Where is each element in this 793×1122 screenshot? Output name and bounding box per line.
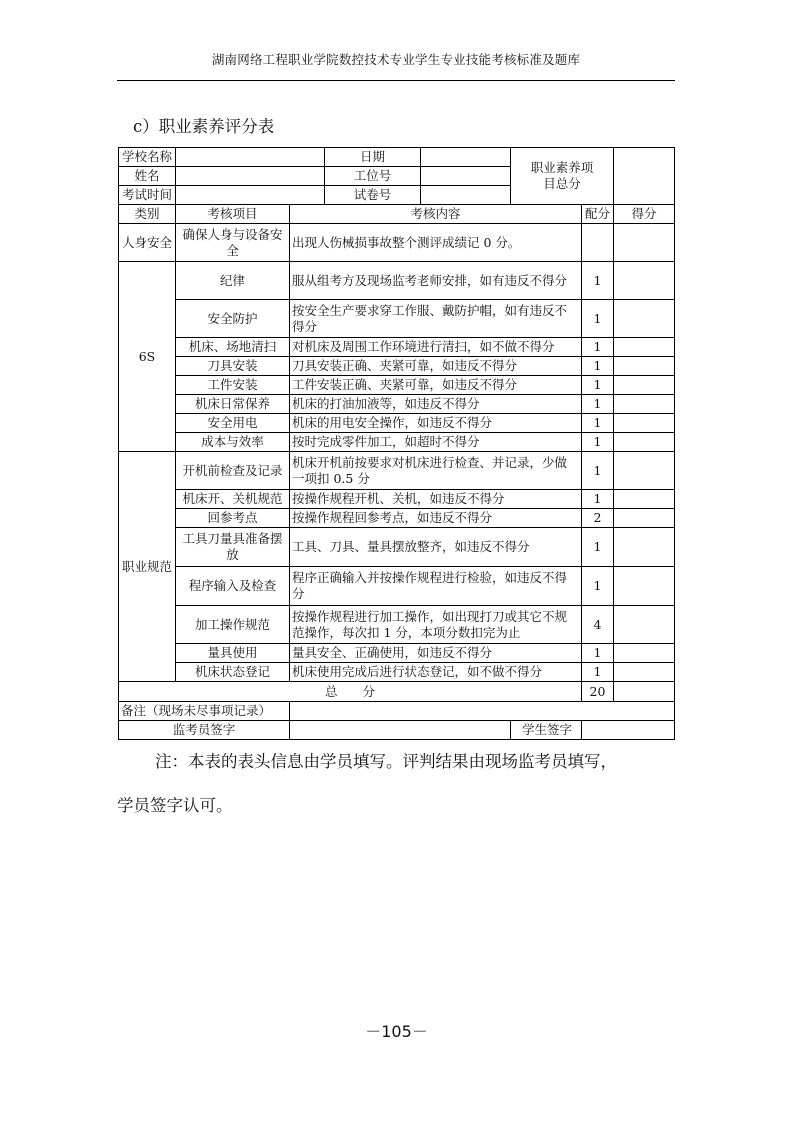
category-header: 类别 (119, 205, 176, 224)
assessment-item: 机床日常保养 (176, 395, 290, 414)
remarks-row (119, 702, 675, 721)
assessment-item: 量具使用 (176, 644, 290, 663)
criteria-row (119, 376, 675, 395)
info-row-school (119, 148, 675, 167)
points-value: 2 (582, 509, 614, 528)
header-divider (117, 80, 675, 81)
assessment-item: 机床状态登记 (176, 663, 290, 682)
criteria-row (119, 452, 675, 490)
score-cell[interactable] (614, 357, 675, 376)
category-professional-norms: 职业规范 (119, 452, 176, 682)
points-value: 1 (582, 528, 614, 567)
assessment-item: 成本与效率 (176, 433, 290, 452)
assessment-content: 机床的用电安全操作，如违反不得分 (290, 414, 582, 433)
station-field[interactable] (421, 167, 511, 186)
assessment-item: 安全用电 (176, 414, 290, 433)
score-cell[interactable] (614, 395, 675, 414)
assessment-content: 服从组考方及现场监考老师安排，如有违反不得分 (290, 262, 582, 300)
score-cell[interactable] (614, 338, 675, 357)
points-value: 1 (582, 395, 614, 414)
invigilator-signature-field[interactable] (290, 721, 511, 740)
name-label: 姓名 (119, 167, 176, 186)
score-cell[interactable] (614, 452, 675, 490)
column-header-row (119, 205, 675, 224)
signature-row (119, 721, 675, 740)
criteria-row (119, 567, 675, 606)
assessment-item: 回参考点 (176, 509, 290, 528)
score-cell[interactable] (614, 300, 675, 338)
score-cell[interactable] (614, 663, 675, 682)
criteria-row (119, 338, 675, 357)
assessment-item: 加工操作规范 (176, 606, 290, 644)
criteria-row (119, 395, 675, 414)
assessment-item: 安全防护 (176, 300, 290, 338)
assessment-content: 机床开机前按要求对机床进行检查、并记录，少做一项扣 0.5 分 (290, 452, 582, 490)
assessment-item: 刀具安装 (176, 357, 290, 376)
score-cell[interactable] (614, 490, 675, 509)
points-value: 1 (582, 376, 614, 395)
name-field[interactable] (176, 167, 325, 186)
remarks-field[interactable] (290, 702, 675, 721)
assessment-item: 程序输入及检查 (176, 567, 290, 606)
assessment-content: 按安全生产要求穿工作服、戴防护帽，如有违反不得分 (290, 300, 582, 338)
assessment-content: 工件安装正确、夹紧可靠，如违反不得分 (290, 376, 582, 395)
student-signature-label: 学生签字 (511, 721, 582, 740)
section-title: c）职业素养评分表 (133, 117, 275, 136)
assessment-item: 机床、场地清扫 (176, 338, 290, 357)
assessment-content: 刀具安装正确、夹紧可靠，如违反不得分 (290, 357, 582, 376)
points-value: 1 (582, 262, 614, 300)
assessment-content: 按操作规程开机、关机，如违反不得分 (290, 490, 582, 509)
exam-time-field[interactable] (176, 186, 325, 205)
category-6s: 6S (119, 262, 176, 452)
score-cell[interactable] (614, 414, 675, 433)
assessment-content: 对机床及周围工作环境进行清扫，如不做不得分 (290, 338, 582, 357)
score-cell[interactable] (614, 262, 675, 300)
score-cell[interactable] (614, 433, 675, 452)
school-field[interactable] (176, 148, 325, 167)
category-personal-safety: 人身安全 (119, 224, 176, 262)
score-cell[interactable] (614, 509, 675, 528)
assessment-content: 机床使用完成后进行状态登记，如不做不得分 (290, 663, 582, 682)
criteria-row (119, 509, 675, 528)
points-header: 配分 (582, 205, 614, 224)
points-value: 1 (582, 414, 614, 433)
assessment-item: 纪律 (176, 262, 290, 300)
criteria-row (119, 606, 675, 644)
score-cell[interactable] (614, 528, 675, 567)
criteria-row (119, 262, 675, 300)
paper-number-field[interactable] (421, 186, 511, 205)
assessment-content: 出现人伤械损事故整个测评成绩记 0 分。 (290, 224, 582, 262)
criteria-row (119, 433, 675, 452)
score-cell[interactable] (614, 567, 675, 606)
total-score-field[interactable] (614, 148, 675, 205)
assessment-item: 开机前检查及记录 (176, 452, 290, 490)
assessment-item: 工件安装 (176, 376, 290, 395)
points-value: 1 (582, 300, 614, 338)
points-value: 4 (582, 606, 614, 644)
points-value: 1 (582, 452, 614, 490)
total-label: 总 分 (119, 682, 582, 702)
criteria-row (119, 357, 675, 376)
invigilator-signature-label: 监考员签字 (119, 721, 290, 740)
total-score-cell[interactable] (614, 682, 675, 702)
date-field[interactable] (421, 148, 511, 167)
assessment-item: 确保人身与设备安全 (176, 224, 290, 262)
school-label: 学校名称 (119, 148, 176, 167)
assessment-item: 工具刀量具准备摆放 (176, 528, 290, 567)
total-score-label: 职业素养项目总分 (511, 148, 614, 205)
points-value: 1 (582, 663, 614, 682)
criteria-row (119, 644, 675, 663)
assessment-item: 机床开、关机规范 (176, 490, 290, 509)
points-value: 1 (582, 357, 614, 376)
date-label: 日期 (325, 148, 421, 167)
exam-time-label: 考试时间 (119, 186, 176, 205)
assessment-content: 程序正确输入并按操作规程进行检验，如违反不得分 (290, 567, 582, 606)
station-label: 工位号 (325, 167, 421, 186)
score-cell[interactable] (614, 606, 675, 644)
total-points: 20 (582, 682, 614, 702)
remarks-label: 备注（现场未尽事项记录） (119, 702, 290, 721)
paper-number-label: 试卷号 (325, 186, 421, 205)
assessment-content: 按操作规程回参考点，如违反不得分 (290, 509, 582, 528)
points-value: 1 (582, 567, 614, 606)
assessment-content: 工具、刀具、量具摆放整齐，如违反不得分 (290, 528, 582, 567)
assessment-content: 机床的打油加液等，如违反不得分 (290, 395, 582, 414)
criteria-row (119, 224, 675, 262)
note-line-1: 注：本表的表头信息由学员填写。评判结果由现场监考员填写， (155, 752, 617, 771)
criteria-row (119, 414, 675, 433)
content-header: 考核内容 (290, 205, 582, 224)
score-cell[interactable] (614, 376, 675, 395)
score-header: 得分 (614, 205, 675, 224)
points-value (582, 224, 614, 262)
page-number: －105－ (365, 1022, 428, 1041)
points-value: 1 (582, 338, 614, 357)
note-line-2: 学员签字认可。 (117, 796, 233, 815)
running-header: 湖南网络工程职业学院数控技术专业学生专业技能考核标准及题库 (211, 52, 581, 67)
item-header: 考核项目 (176, 205, 290, 224)
points-value: 1 (582, 490, 614, 509)
criteria-row (119, 528, 675, 567)
student-signature-field[interactable] (582, 721, 675, 740)
professional-quality-score-table (118, 147, 675, 740)
points-value: 1 (582, 433, 614, 452)
criteria-row (119, 490, 675, 509)
assessment-content: 按操作规程进行加工操作，如出现打刀或其它不规范操作，每次扣 1 分，本项分数扣完为止 (290, 606, 582, 644)
total-row (119, 682, 675, 702)
criteria-row (119, 300, 675, 338)
assessment-content: 按时完成零件加工，如超时不得分 (290, 433, 582, 452)
score-cell[interactable] (614, 224, 675, 262)
assessment-content: 量具安全、正确使用，如违反不得分 (290, 644, 582, 663)
points-value: 1 (582, 644, 614, 663)
criteria-row (119, 663, 675, 682)
score-cell[interactable] (614, 644, 675, 663)
